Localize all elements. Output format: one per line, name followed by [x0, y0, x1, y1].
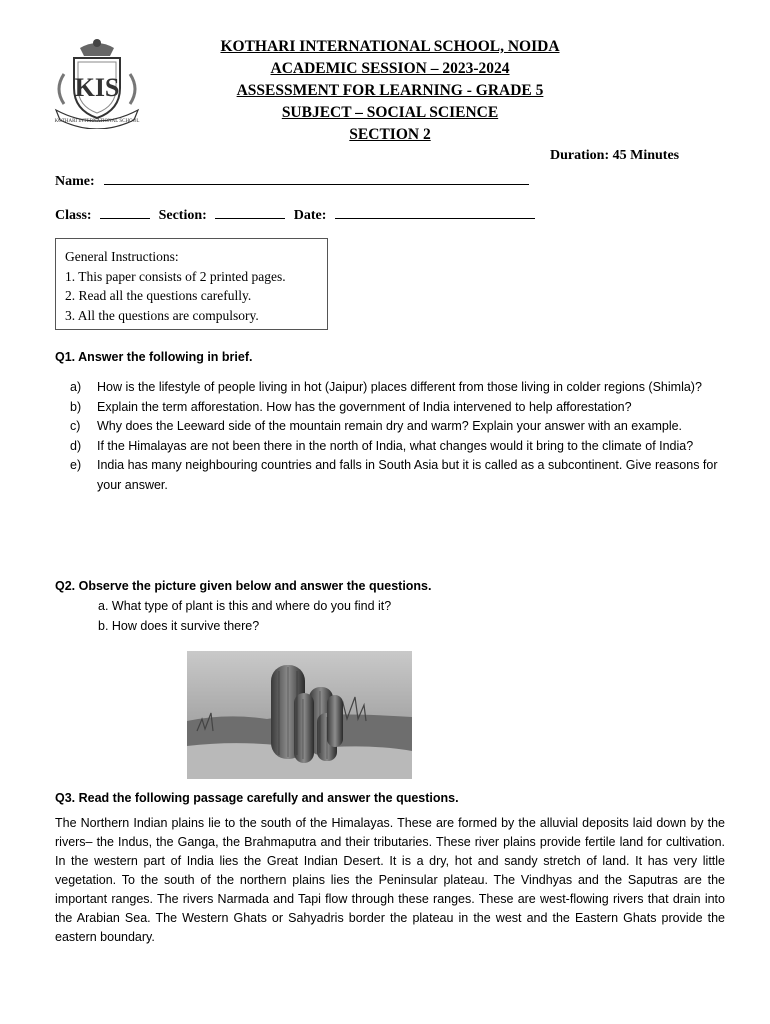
q1-item-b — [70, 398, 730, 418]
q1-heading: Q1. Answer the following in brief. — [55, 350, 253, 364]
logo-letters: KIS — [74, 73, 120, 102]
name-field[interactable] — [104, 172, 529, 185]
q2-list — [98, 597, 391, 636]
duration: Duration: 45 Minutes — [550, 148, 680, 163]
q1-item-text: How is the lifestyle of people living in hot (Jaipur) places different from those living in colder regions (Shimla)? — [97, 380, 702, 394]
q1-item-label: b) — [70, 399, 82, 414]
section-title: SECTION 2 — [349, 126, 431, 143]
subject-title: SUBJECT – SOCIAL SCIENCE — [281, 104, 499, 121]
q1-item-label: c) — [70, 419, 81, 433]
q1-item-c — [70, 417, 730, 437]
cactus-photo — [187, 651, 412, 779]
name-label: Name: — [55, 174, 95, 189]
class-field[interactable] — [100, 206, 150, 219]
instruction-item: 3. All the questions are compulsory. — [65, 307, 259, 323]
q1-item-a — [70, 378, 730, 398]
q1-item-label: d) — [70, 438, 82, 453]
date-label: Date: — [293, 208, 327, 223]
q2-item: b. How does it survive there? — [98, 618, 260, 633]
q1-item-text: If the Himalayas are not been there in the north of India, what changes would it bring to the climate of India? — [97, 438, 694, 453]
date-field[interactable] — [335, 206, 535, 219]
instruction-item: 2. Read all the questions carefully. — [65, 288, 252, 303]
section-label: Section: — [158, 208, 207, 223]
document-header — [160, 36, 620, 146]
assessment-title: ASSESSMENT FOR LEARNING - GRADE 5 — [236, 82, 544, 99]
q1-item-label: e) — [70, 458, 82, 472]
school-logo — [50, 34, 145, 129]
class-label: Class: — [55, 208, 92, 223]
q2-item: a. What type of plant is this and where do you find it? — [98, 599, 392, 613]
q1-item-text: Explain the term afforestation. How has the government of India intervened to help afforestation? — [97, 399, 632, 414]
instructions-box — [55, 238, 328, 330]
q1-item-e — [70, 456, 730, 495]
academic-session: ACADEMIC SESSION – 2023-2024 — [270, 60, 510, 77]
q1-list — [70, 378, 730, 495]
instruction-item: 1. This paper consists of 2 printed pages. — [65, 268, 286, 284]
logo-ribbon-text: KOTHARI INTERNATIONAL SCHOOL — [54, 119, 140, 124]
instructions-title: General Instructions: — [65, 249, 179, 264]
section-field[interactable] — [215, 206, 285, 219]
q1-item-d — [70, 437, 730, 457]
q1-item-text: Why does the Leeward side of the mountain remain dry and warm? Explain your answer with an example. — [97, 419, 683, 433]
class-row — [55, 206, 535, 224]
q1-item-text: India has many neighbouring countries and falls in South Asia but it is called as a subcontinent. Give reasons for your answer. — [97, 458, 718, 492]
name-row — [55, 172, 529, 190]
q2-heading: Q2. Observe the picture given below and answer the questions. — [55, 579, 432, 593]
q3-passage: The Northern Indian plains lie to the south of the Himalayas. These are formed by the alluvial deposits laid down by the rivers– the Indus, the Ganga, the Brahmaputra and their tributaries. These river plains provide fertile land for cultivation. In the western part of India lies the Great Indian Desert. It is a dry, hot and sandy stretch of land. It has very little vegetation. To the south of the northern plains lies the Peninsular plateau. The Vindhyas and the Saputras are the important ranges. The rivers Narmada and Tapi flow through these ranges. These are west-flowing rivers that drain into the Arabian Sea. The Western Ghats or Sahyadris border the plateau in the west and the Eastern Ghats provide the eastern boundary. — [55, 816, 725, 944]
q3-heading: Q3. Read the following passage carefully and answer the questions. — [55, 791, 459, 805]
q1-item-label: a) — [70, 380, 82, 394]
school-name: KOTHARI INTERNATIONAL SCHOOL, NOIDA — [220, 38, 560, 55]
